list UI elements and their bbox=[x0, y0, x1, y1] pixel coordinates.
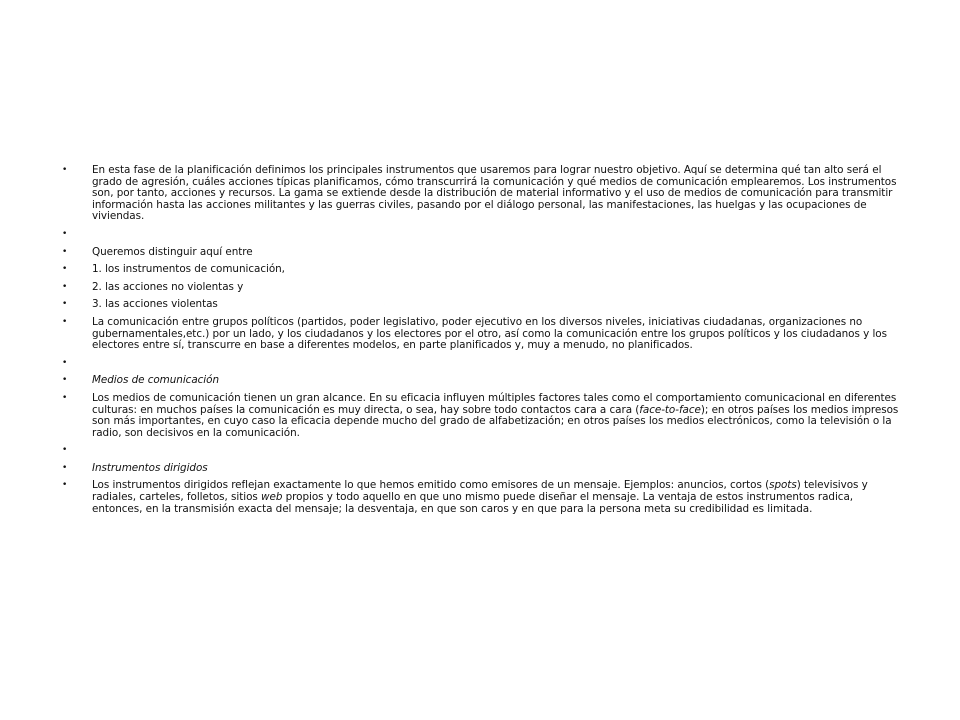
list-item-text bbox=[92, 263, 285, 275]
list-item bbox=[62, 317, 900, 352]
bullet-icon: • bbox=[62, 445, 68, 456]
list-item-text bbox=[92, 246, 253, 258]
text-run: 2. las acciones no violentas y bbox=[92, 280, 244, 293]
list-item bbox=[62, 393, 900, 439]
list-item bbox=[62, 282, 900, 294]
text-run: 1. los instrumentos de comunicación, bbox=[92, 263, 285, 276]
bullet-icon: • bbox=[62, 357, 68, 368]
list-item-text bbox=[92, 316, 887, 351]
empty-list-item bbox=[62, 445, 900, 457]
bullet-icon: • bbox=[62, 462, 68, 473]
list-item-text bbox=[92, 462, 208, 474]
text-run: Los medios de comunicación tienen un gran alcance. En su eficacia influyen múltiples factores tales como el comportamiento comunicacional en diferentes culturas: en muchos países la comunicación es muy directa, o sea, hay sobre todo contactos cara a cara ( bbox=[92, 391, 897, 416]
italic-text-run: Medios de comunicación bbox=[92, 374, 219, 387]
bullet-icon: • bbox=[62, 480, 68, 491]
italic-text-run: spots bbox=[769, 479, 797, 492]
empty-list-item bbox=[62, 358, 900, 370]
text-run: ) televisivos y radiales, carteles, folletos, sitios bbox=[92, 479, 868, 504]
bullet-icon: • bbox=[62, 264, 68, 275]
bullet-icon: • bbox=[62, 316, 68, 327]
bullet-icon: • bbox=[62, 228, 68, 239]
bullet-icon: • bbox=[62, 281, 68, 292]
bullet-icon: • bbox=[62, 165, 68, 175]
text-run: La comunicación entre grupos políticos (partidos, poder legislativo, poder ejecutivo en los diversos niveles, iniciativas ciudadanas, organizaciones no gubernamentales,etc.) por un lado, y los ciudadanos y los electores por el otro, así como la comunicación entre los grupos políticos y los ciudadanos y los electores entre sí, transcurre en base a diferentes modelos, en parte planificados y, muy a menudo, no planificados. bbox=[92, 315, 887, 352]
text-run: 3. las acciones violentas bbox=[92, 298, 218, 311]
text-run: Queremos distinguir aquí entre bbox=[92, 245, 253, 258]
list-item bbox=[62, 299, 900, 311]
list-item-text bbox=[92, 374, 219, 386]
text-run: ); en otros países los medios impresos son más importantes, en cuyo caso la eficacia depende mucho del grado de alfabetización; en otros países los medios electrónicos, como la televisión o la radio, son decisivos en la comunicación. bbox=[92, 403, 899, 439]
text-run: Los instrumentos dirigidos reflejan exactamente lo que hemos emitido como emisores de un mensaje. Ejemplos: anuncios, cortos ( bbox=[92, 479, 770, 492]
list-item-text bbox=[92, 164, 896, 222]
italic-text-run: Instrumentos dirigidos bbox=[92, 461, 208, 474]
list-item-text bbox=[92, 479, 868, 514]
text-run: propios y todo aquello en que uno mismo puede diseñar el mensaje. La ventaja de estos instrumentos radica, entonces, en la transmisión exacta del mensaje; la desventaja, en que son caros y en que para la persona meta su credibilidad es limitada. bbox=[92, 491, 854, 515]
list-item bbox=[62, 480, 900, 515]
list-item bbox=[62, 375, 900, 387]
list-item bbox=[62, 264, 900, 276]
text-run: En esta fase de la planificación definimos los principales instrumentos que usaremos para lograr nuestro objetivo. Aquí se determina qué tan alto será el grado de agresión, cuáles acciones típicas planificamos, cómo transcurrirá la comunicación y qué medios de comunicación emplearemos. Los instrumentos son, por tanto, acciones y recursos. La gama se extiende desde la distribución de material informativo y el uso de medios de comunicación para transmitir información hasta las acciones militantes y las guerras civiles, pasando por el diálogo personal, las manifestaciones, las huelgas y las ocupaciones de viviendas. bbox=[92, 164, 897, 223]
italic-text-run: web bbox=[261, 491, 283, 504]
list-item bbox=[62, 247, 900, 259]
empty-list-item bbox=[62, 229, 900, 241]
bullet-icon: • bbox=[62, 299, 68, 310]
bullet-icon: • bbox=[62, 246, 68, 257]
list-item-text bbox=[92, 298, 218, 310]
bullet-icon: • bbox=[62, 392, 68, 403]
list-item bbox=[62, 165, 900, 223]
list-item-text bbox=[92, 281, 243, 293]
bullet-icon: • bbox=[62, 375, 68, 386]
italic-text-run: face-to-face bbox=[639, 403, 701, 416]
list-item bbox=[62, 463, 900, 475]
list-item-text bbox=[92, 392, 898, 439]
bullet-list bbox=[62, 165, 900, 521]
